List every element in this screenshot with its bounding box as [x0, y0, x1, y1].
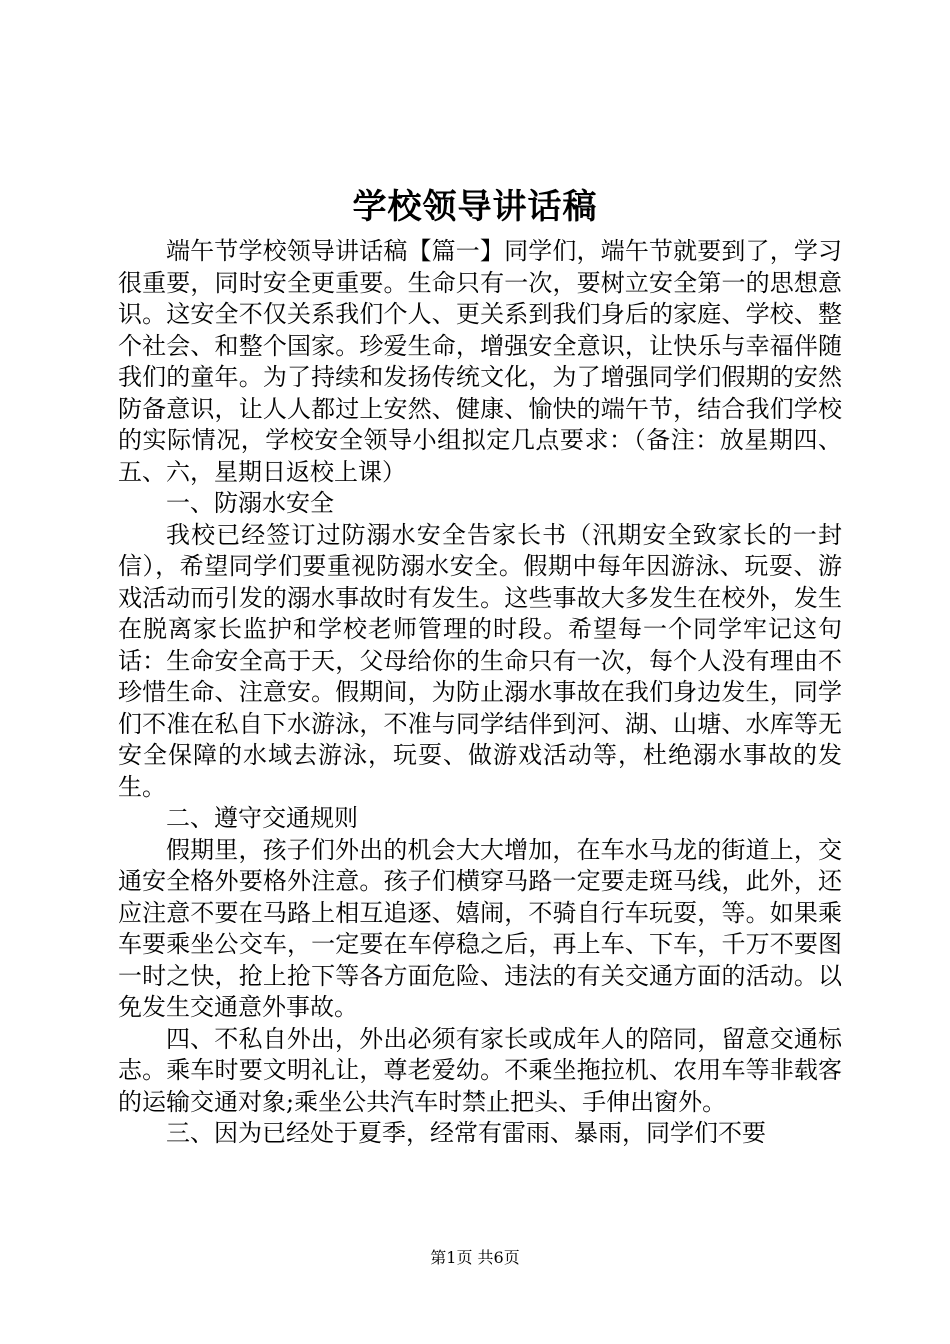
- document-body: [118, 236, 842, 1150]
- paragraph-summer-weather: 三、因为已经处于夏季，经常有雷雨、暴雨，同学们不要: [166, 1119, 766, 1147]
- paragraph-traffic-rules: 假期里，孩子们外出的机会大大增加，在车水马龙的街道上，交通安全格外要格外注意。孩子们横穿马路一定要走斑马线，此外，还应注意不要在马路上相互追逐、嬉闹，不骑自行车玩耍，等。如果乘车要乘坐公交车，一定要在车停稳之后，再上车、下车，千万不要图一时之快，抢上抢下等各方面危险、违法的有关交通方面的活动。以免发生交通意外事故。: [118, 835, 842, 1021]
- heading-drowning-safety: 一、防溺水安全: [166, 489, 334, 517]
- page-number-footer: 第1页 共6页: [430, 1248, 520, 1267]
- paragraph-drowning-safety: 我校已经签订过防溺水安全告家长书（汛期安全致家长的一封信），希望同学们要重视防溺水安全。假期中每年因游泳、玩耍、游戏活动而引发的溺水事故时有发生。这些事故大多发生在校外，发生在脱离家长监护和学校老师管理的时段。希望每一个同学牢记这句话：生命安全高于天，父母给你的生命只有一次，每个人没有理由不珍惜生命、注意安。假期间，为防止溺水事故在我们身边发生，同学们不准在私自下水游泳，不准与同学结伴到河、湖、山塘、水库等无安全保障的水域去游泳，玩耍、做游戏活动等，杜绝溺水事故的发生。: [118, 520, 842, 801]
- paragraph-no-going-out-alone: 四、不私自外出，外出必须有家长或成年人的陪同，留意交通标志。乘车时要文明礼让，尊老爱幼。不乘坐拖拉机、农用车等非载客的运输交通对象;乘坐公共汽车时禁止把头、手伸出窗外。: [118, 1024, 842, 1116]
- paragraph-intro: 端午节学校领导讲话稿【篇一】同学们，端午节就要到了，学习很重要，同时安全更重要。生命只有一次，要树立安全第一的思想意识。这安全不仅关系我们个人、更关系到我们身后的家庭、学校、整个社会、和整个国家。珍爱生命，增强安全意识，让快乐与幸福伴随我们的童年。为了持续和发扬传统文化，为了增强同学们假期的安然防备意识，让人人都过上安然、健康、愉快的端午节，结合我们学校的实际情况，学校安全领导小组拟定几点要求：（备注：放星期四、五、六，星期日返校上课）: [118, 237, 842, 486]
- document-title: 学校领导讲话稿: [352, 187, 598, 227]
- heading-traffic-rules: 二、遵守交通规则: [166, 804, 358, 832]
